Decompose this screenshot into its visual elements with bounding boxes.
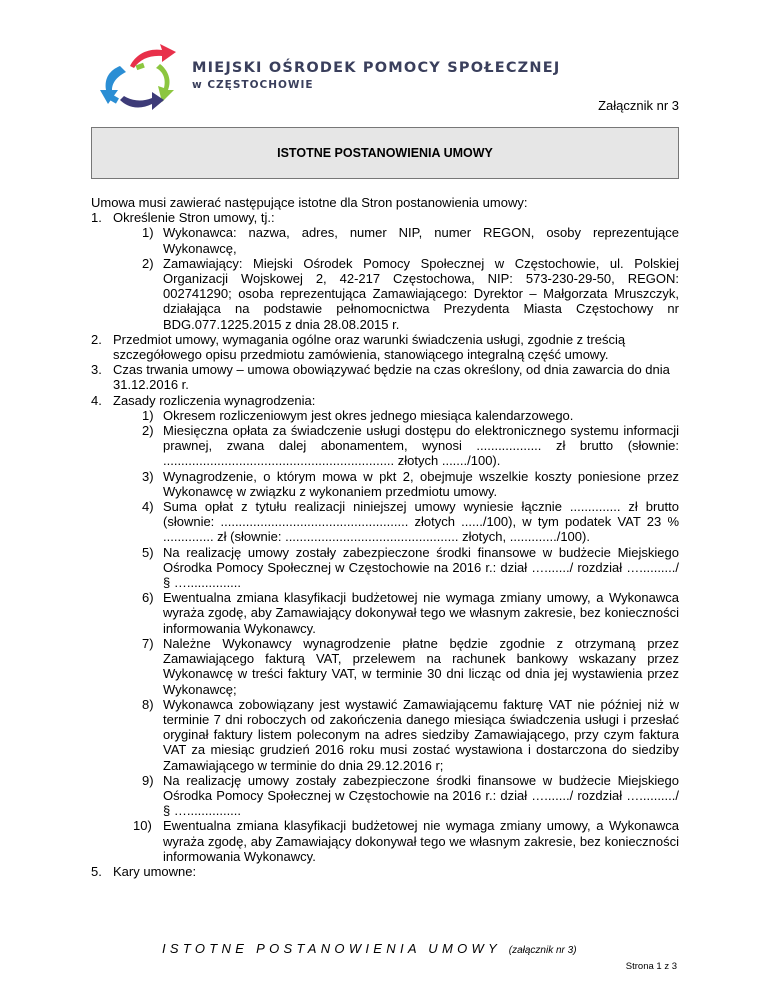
item-text: Zamawiający: Miejski Ośrodek Pomocy Społecznej w Częstochowie, ul. Polskiej Organizacji Wojskowej 2, 42-217 Częstochowa, NIP: 573-230-29-50, REGON: 002741290; osoba reprezentująca Zamawiającego: Dyrektor – Małgorzata Mruszczyk, działająca na podstawie pełnomocnictwa Prezydenta Miasta Częstochowy nr BDG.077.1225.2015 z dnia 28.08.2015 r. bbox=[163, 255, 679, 332]
list-item bbox=[113, 225, 679, 255]
item-number: 5) bbox=[142, 544, 154, 560]
item-number: 3) bbox=[142, 468, 154, 484]
section-1 bbox=[91, 210, 679, 332]
list-item bbox=[113, 773, 679, 819]
section-number: 5. bbox=[91, 863, 102, 879]
list-item bbox=[113, 590, 679, 636]
section-text: Zasady rozliczenia wynagrodzenia: bbox=[113, 392, 316, 408]
list-item bbox=[113, 636, 679, 697]
section-number: 1. bbox=[91, 210, 102, 226]
item-number: 4) bbox=[142, 499, 154, 515]
org-subtitle: w CZĘSTOCHOWIE bbox=[192, 79, 314, 91]
item-number: 2) bbox=[142, 423, 154, 439]
mops-logo-icon bbox=[96, 44, 184, 116]
list-item bbox=[113, 423, 679, 469]
item-text: Miesięczna opłata za świadczenie usługi dostępu do elektronicznego systemu informacji prawnej, zwana dalej abonamentem, wynosi .................. zł brutto (słownie: ................................................................ złotych ......./100). bbox=[163, 423, 679, 469]
list-item bbox=[113, 256, 679, 332]
document-title: ISTOTNE POSTANOWIENIA UMOWY bbox=[277, 146, 493, 160]
item-number: 9) bbox=[142, 772, 154, 788]
item-text: Okresem rozliczeniowym jest okres jednego miesiąca kalendarzowego. bbox=[163, 407, 574, 423]
section-text: Kary umowne: bbox=[113, 863, 197, 879]
section-number: 4. bbox=[91, 392, 102, 408]
item-text: Na realizację umowy zostały zabezpieczone środki finansowe w budżecie Miejskiego Ośrodka Pomocy Społecznej w Częstochowie na 2016 r.: dział …......./ rozdział …........../ § …............... bbox=[163, 544, 679, 591]
item-text: Należne Wykonawcy wynagrodzenie płatne będzie zgodnie z otrzymaną przez Zamawiającego fakturą VAT, przelewem na rachunek bankowy wskazany przez Wykonawcę w treści faktury VAT, w terminie 30 dni licząc od dnia jej wystawienia przez Wykonawcę; bbox=[163, 635, 679, 697]
item-number: 1) bbox=[142, 225, 154, 241]
item-text: Suma opłat z tytułu realizacji niniejszej umowy wyniesie łącznie .............. zł brutto (słownie: .................................................... złotych ....../100), w tym podatek VAT 23 % .............. zł (słownie: ................................................ złotych, ............./100). bbox=[163, 499, 679, 545]
footer-title-text: ISTOTNE POSTANOWIENIA UMOWY bbox=[162, 941, 501, 956]
item-text: Ewentualna zmiana klasyfikacji budżetowej nie wymaga zmiany umowy, a Wykonawca wyraża zgodę, aby Zamawiający dokonywał tego we własnym zakresie, bez konieczności informowania Wykonawcy. bbox=[163, 590, 679, 636]
subitem-list bbox=[113, 408, 679, 864]
section-text: Przedmiot umowy, wymagania ogólne oraz warunki świadczenia usługi, zgodnie z treścią szczegółowego opisu przedmiotu zamówienia, stanowiącego integralną część umowy. bbox=[113, 331, 626, 363]
annex-label: Załącznik nr 3 bbox=[598, 98, 679, 113]
section-3 bbox=[91, 362, 679, 392]
item-text: Wynagrodzenie, o którym mowa w pkt 2, obejmuje wszelkie koszty poniesione przez Wykonawcę w związku z wykonaniem przedmiotu umowy. bbox=[163, 468, 679, 499]
document-body bbox=[91, 195, 679, 879]
document-title-box bbox=[91, 127, 679, 179]
section-list bbox=[91, 210, 679, 879]
item-text: Ewentualna zmiana klasyfikacji budżetowej nie wymaga zmiany umowy, a Wykonawca wyraża zgodę, aby Zamawiający dokonywał tego we własnym zakresie, bez konieczności informowania Wykonawcy. bbox=[163, 818, 679, 864]
item-number: 8) bbox=[142, 696, 154, 712]
item-text: Na realizację umowy zostały zabezpieczone środki finansowe w budżecie Miejskiego Ośrodka Pomocy Społecznej w Częstochowie na 2016 r.: dział …......./ rozdział …........../ § …............... bbox=[163, 772, 679, 819]
section-number: 2. bbox=[91, 331, 102, 347]
item-text: Wykonawca zobowiązany jest wystawić Zamawiającemu fakturę VAT nie później niż w terminie 7 dni roboczych od zakończenia danego miesiąca świadczenia usługi i przesłać oryginał faktury listem poleconym na adres siedziby Zamawiającego, przy czym faktura VAT za miesiąc grudzień 2016 roku musi zostać wystawiona i dostarczona do siedziby Zamawiającego w terminie do dnia 29.12.2016 r; bbox=[163, 696, 679, 773]
section-5 bbox=[91, 864, 679, 879]
list-item bbox=[113, 545, 679, 591]
section-text: Czas trwania umowy – umowa obowiązywać będzie na czas określony, od dnia zawarcia do dnia 31.12.2016 r. bbox=[113, 362, 670, 393]
section-4 bbox=[91, 393, 679, 864]
list-item bbox=[113, 408, 679, 423]
section-number: 3. bbox=[91, 362, 102, 378]
org-name: MIEJSKI OŚRODEK POMOCY SPOŁECZNEJ bbox=[192, 60, 561, 76]
list-item bbox=[113, 697, 679, 773]
list-item bbox=[113, 818, 679, 864]
item-number: 2) bbox=[142, 255, 154, 271]
item-number: 6) bbox=[142, 590, 154, 606]
section-text: Określenie Stron umowy, tj.: bbox=[113, 210, 275, 226]
item-number: 7) bbox=[142, 635, 154, 651]
section-2 bbox=[91, 332, 679, 362]
item-number: 10) bbox=[133, 818, 152, 834]
page-number: Strona 1 z 3 bbox=[625, 961, 677, 972]
item-text: Wykonawca: nazwa, adres, numer NIP, numer REGON, osoby reprezentujące Wykonawcę, bbox=[163, 225, 679, 256]
subitem-list bbox=[113, 225, 679, 331]
list-item bbox=[113, 499, 679, 545]
list-item bbox=[113, 469, 679, 499]
item-number: 1) bbox=[142, 407, 154, 423]
footer-annex-note: (załącznik nr 3) bbox=[508, 945, 577, 956]
footer-title bbox=[162, 941, 577, 956]
intro-text: Umowa musi zawierać następujące istotne dla Stron postanowienia umowy: bbox=[91, 195, 528, 210]
